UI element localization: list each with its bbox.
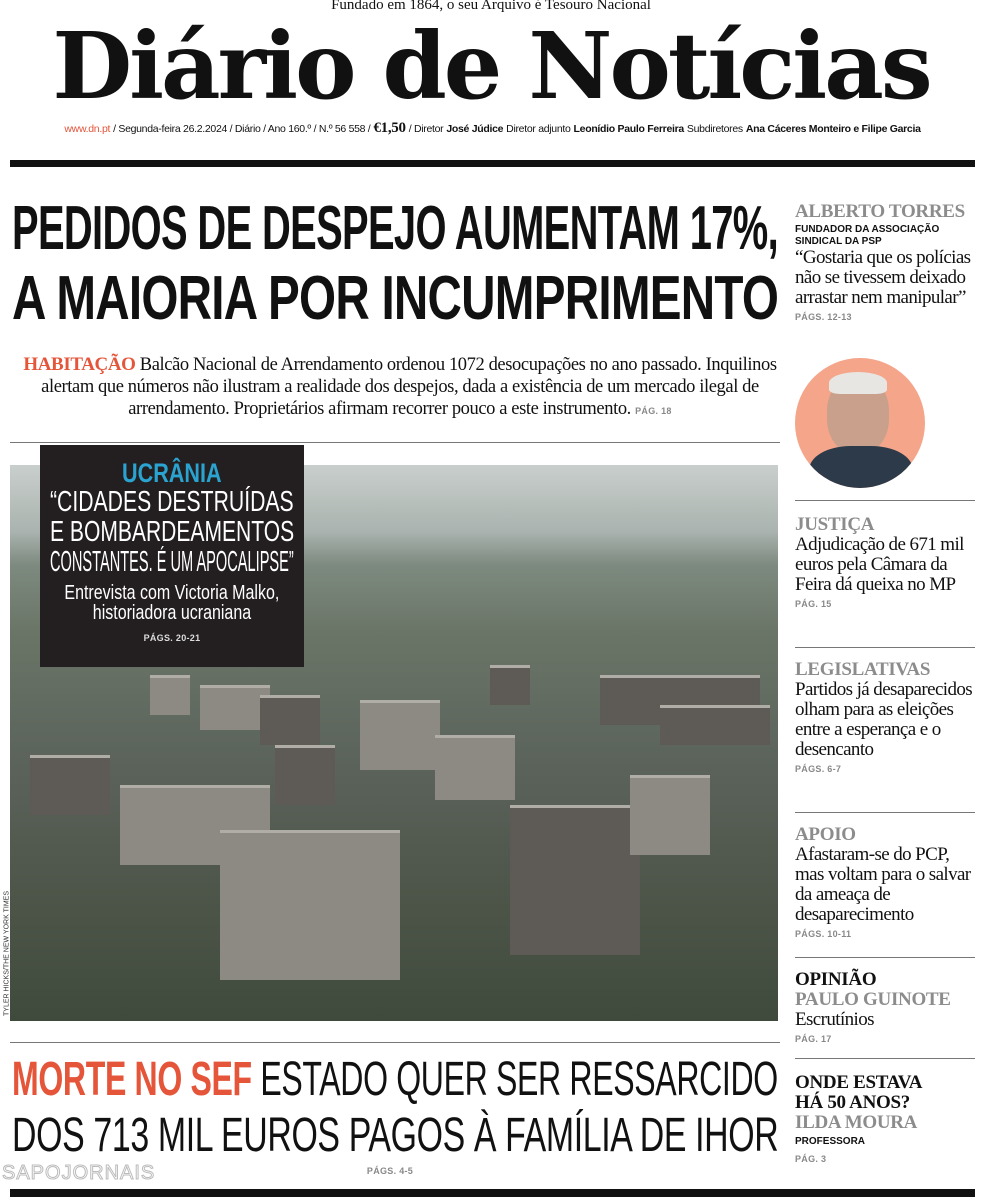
bottom-headline[interactable]	[10, 1052, 780, 1164]
headline-line: DOS 713 MIL EUROS PAGOS À FAMÍLIA DE IHOR	[12, 1109, 779, 1162]
interview-quote: “Gostaria que os polícias não se tivessem deixado arrastar nem manipular”	[795, 247, 971, 308]
page-ref: PÁG. 15	[795, 599, 832, 609]
interviewee-name: ALBERTO TORRES	[795, 201, 965, 222]
section-kicker: HABITAÇÃO	[23, 354, 136, 375]
ukraine-box[interactable]	[40, 445, 304, 667]
headline-line: PEDIDOS DE DESPEJO AUMENTAM 17%,	[12, 194, 779, 263]
teaser-text: Afastaram-se do PCP, mas voltam para o salvar da ameaça de desaparecimento	[795, 844, 971, 925]
ukraine-kicker: UCRÂNIA	[122, 458, 222, 488]
staff-label: / Diretor	[408, 123, 444, 135]
page-ref: PÁG. 18	[635, 406, 672, 416]
section-label: APOIO	[795, 824, 856, 845]
opinion-title: Escrutínios	[795, 1009, 874, 1030]
portrait-avatar	[795, 358, 925, 488]
photo-credit: TYLER HICKS/THE NEW YORK TIMES	[3, 891, 11, 1016]
page-ref: PÁGS. 4-5	[366, 1166, 414, 1176]
director-name: José Júdice	[446, 123, 504, 135]
website-link[interactable]: www.dn.pt	[64, 123, 111, 135]
history-title: ONDE ESTAVA	[795, 1072, 923, 1093]
divider	[10, 1042, 780, 1043]
headline-text: ESTADO QUER SER RESSARCIDO	[260, 1053, 778, 1106]
deck-text: Balcão Nacional de Arrendamento ordenou 1072 desocupações no ano passado. Inquilinos alertam que números não ilustram a realidade dos despejos, dada a existência de um mercado ilegal de arrendamento. Proprietários afirmam recorrer pouco a este instrumento.	[41, 355, 777, 419]
divider	[795, 957, 975, 958]
masthead-bar	[10, 160, 975, 167]
interview-teaser[interactable]	[795, 202, 977, 322]
masthead-info-line	[10, 122, 975, 136]
lead-headline[interactable]	[10, 194, 780, 334]
section-label: LEGISLATIVAS	[795, 659, 931, 680]
page-ref: PÁGS. 10-11	[795, 929, 852, 939]
lead-deck	[20, 354, 780, 422]
divider	[10, 442, 780, 443]
section-label: JUSTIÇA	[795, 514, 875, 535]
deputy-name: Leonídio Paulo Ferreira	[573, 123, 684, 135]
page-ref: PÁG. 3	[795, 1154, 827, 1164]
teaser-legislativas[interactable]	[795, 660, 977, 774]
teaser-justica[interactable]	[795, 515, 977, 609]
page-ref: PÁGS. 6-7	[795, 764, 842, 774]
deputy-label: Diretor adjunto	[506, 123, 571, 135]
page-ref: PÁGS. 12-13	[795, 312, 852, 322]
history-name: ILDA MOURA	[795, 1112, 918, 1133]
price: €1,50	[373, 120, 406, 136]
teaser-apoio[interactable]	[795, 825, 977, 939]
teaser-text: Partidos já desaparecidos olham para as eleições entre a esperança e o desencanto	[795, 679, 973, 760]
section-kicker: MORTE NO SEF	[12, 1053, 252, 1106]
divider	[795, 500, 975, 501]
headline-line: A MAIORIA POR INCUMPRIMENTO	[12, 264, 779, 333]
quote-line: CONSTANTES. É UM APOCALIPSE”	[50, 546, 294, 578]
watermark: SAPOJORNAIS	[2, 1162, 156, 1184]
opinion-author: PAULO GUINOTE	[795, 989, 951, 1010]
footer-bar	[10, 1189, 975, 1197]
teaser-text: Adjudicação de 671 mil euros pela Câmara da Feira dá queixa no MP	[795, 534, 964, 595]
history-title: HÁ 50 ANOS?	[795, 1092, 910, 1113]
headline-line	[12, 1052, 778, 1108]
subdirectors-label: Subdiretores	[686, 123, 743, 135]
opinion-teaser[interactable]	[795, 970, 977, 1044]
page-ref: PÁG. 17	[795, 1034, 832, 1044]
history-role: PROFESSORA	[795, 1136, 866, 1147]
date-line: / Segunda-feira 26.2.2024 / Diário / Ano 160.º / N.º 56 558 /	[113, 123, 371, 135]
subdirectors-names: Ana Cáceres Monteiro e Filipe Garcia	[745, 123, 921, 135]
interviewee-role: SINDICAL DA PSP	[795, 236, 882, 247]
quote-line: “CIDADES DESTRUÍDAS	[50, 486, 294, 518]
interviewee-role: FUNDADOR DA ASSOCIAÇÃO	[795, 224, 940, 235]
masthead-logo: Diário de Notícias	[52, 12, 930, 120]
quote-line: E BOMBARDEAMENTOS	[50, 516, 295, 548]
history-teaser[interactable]	[795, 1073, 977, 1164]
interview-sub: historiadora ucraniana	[92, 602, 252, 624]
page-ref: PÁGS. 20-21	[143, 633, 201, 643]
divider	[795, 1058, 975, 1059]
masthead-tagline: Fundado em 1864, o seu Arquivo é Tesouro Nacional	[331, 0, 651, 13]
interview-sub: Entrevista com Victoria Malko,	[64, 582, 280, 604]
section-label: OPINIÃO	[795, 969, 877, 990]
divider	[795, 647, 975, 648]
divider	[795, 812, 975, 813]
